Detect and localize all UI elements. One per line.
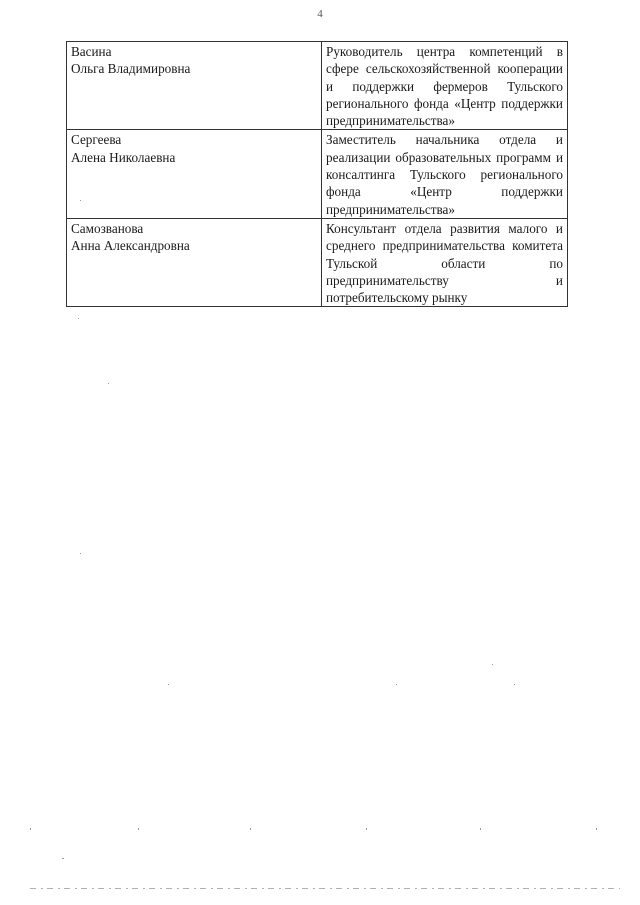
- scan-speck: [396, 684, 397, 685]
- scan-speck: [138, 828, 139, 830]
- scan-speck: [62, 858, 64, 859]
- member-name-cell: [67, 218, 322, 306]
- table-row: [67, 42, 568, 130]
- scan-speck: [492, 664, 493, 665]
- member-surname: Самозванова: [71, 220, 144, 236]
- scan-speck: [596, 828, 597, 830]
- scan-speck: [250, 828, 251, 830]
- member-name-cell: [67, 130, 322, 218]
- scan-speck: [30, 828, 31, 830]
- scan-speck: [108, 383, 109, 384]
- members-table: [66, 41, 568, 307]
- scan-speck: [78, 318, 79, 319]
- scan-speck: [366, 828, 367, 830]
- table-row: [67, 130, 568, 218]
- member-surname: Васина: [71, 44, 112, 59]
- member-given-names: Алена Николаевна: [71, 149, 176, 165]
- member-position: Руководитель центра компетенций в сфере сельскохозяйственной кооперации и поддержки фермеров Тульского регионального фонда «Центр поддержки предпринимательства»: [322, 42, 568, 130]
- member-name-cell: [67, 42, 322, 130]
- scan-speck: [80, 553, 81, 554]
- page-number: 4: [317, 8, 323, 20]
- member-surname: Сергеева: [71, 132, 122, 148]
- scan-speck: [514, 684, 515, 685]
- scan-speck: [168, 684, 169, 685]
- scan-speck: [480, 828, 481, 830]
- table-row: [67, 218, 568, 306]
- member-given-names: Ольга Владимировна: [71, 61, 191, 77]
- member-given-names: Анна Александровна: [71, 238, 190, 254]
- member-position: Консультант отдела развития малого и среднего предпринимательства комитета Тульской области по предпринимательству и потребительскому рынку: [322, 218, 568, 306]
- member-position: Заместитель начальника отдела и реализации образовательных программ и консалтинга Тульского регионального фонда «Центр поддержки предпринимательства»: [322, 130, 568, 218]
